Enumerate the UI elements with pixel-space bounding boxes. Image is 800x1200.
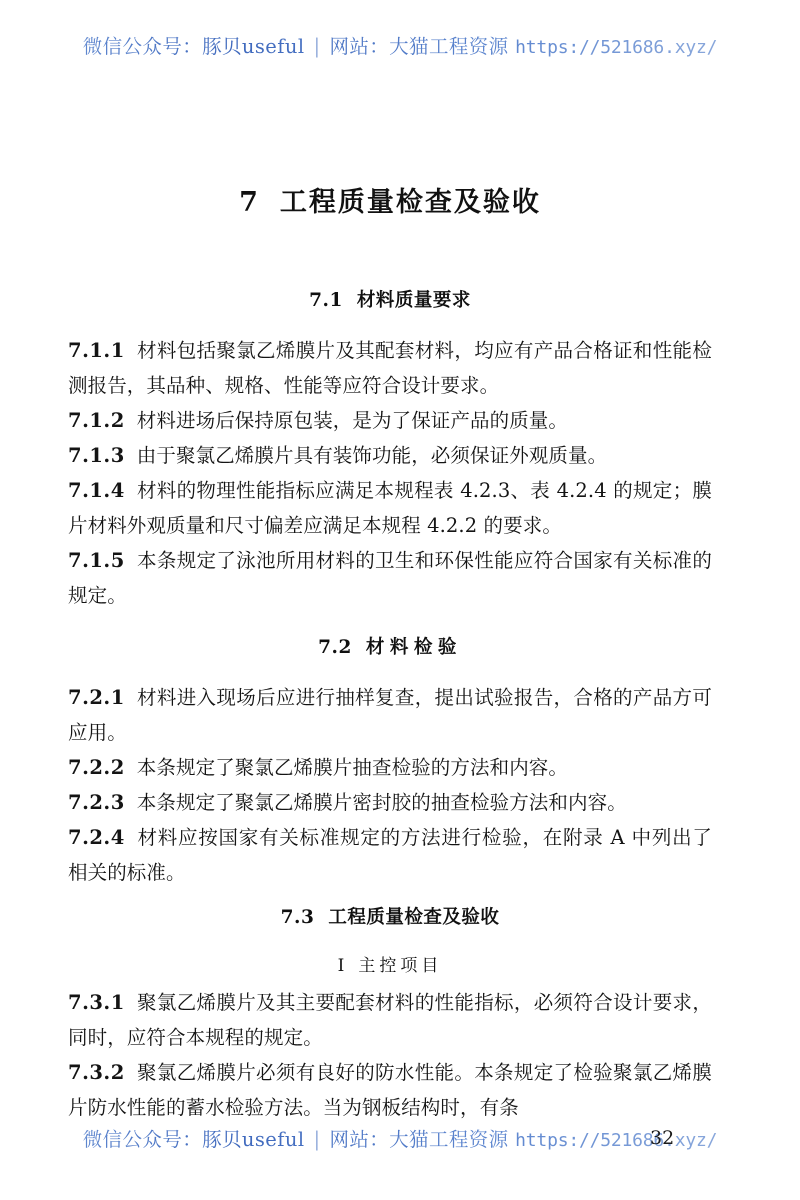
clause-label-7-1-4: 7.1.4 [68, 479, 125, 502]
clause-label-7-1-2: 7.1.2 [68, 409, 125, 432]
clause-7-3-2 [68, 1055, 712, 1125]
clause-text-7-3-1: 聚氯乙烯膜片及其主要配套材料的性能指标，必须符合设计要求，同时，应符合本规程的规定。 [68, 991, 712, 1049]
watermark-footer [0, 1124, 800, 1152]
clause-7-1-5 [68, 543, 712, 613]
chapter-number: 7 [239, 187, 258, 218]
subsection-numeral: Ⅰ [337, 956, 345, 976]
clause-text-7-1-4: 材料的物理性能指标应满足本规程表 4.2.3、表 4.2.4 的规定；膜片材料外观质量和尺寸偏差应满足本规程 4.2.2 的要求。 [68, 479, 712, 537]
clause-label-7-2-4: 7.2.4 [68, 826, 125, 849]
clause-text-7-3-2: 聚氯乙烯膜片必须有良好的防水性能。本条规定了检验聚氯乙烯膜片防水性能的蓄水检验方法。当为钢板结构时，有条 [68, 1061, 712, 1119]
clause-label-7-1-3: 7.1.3 [68, 444, 125, 467]
clause-label-7-2-3: 7.2.3 [68, 791, 125, 814]
clause-7-2-2 [68, 750, 712, 785]
section-title-7-3: 工程质量检查及验收 [328, 907, 500, 928]
clause-text-7-1-3: 由于聚氯乙烯膜片具有装饰功能，必须保证外观质量。 [136, 444, 608, 467]
subsection-title-text: 主控项目 [358, 956, 443, 976]
chapter-heading [68, 168, 712, 219]
clause-label-7-3-2: 7.3.2 [68, 1061, 125, 1084]
page-number: 32 [650, 1127, 675, 1149]
clause-label-7-1-5: 7.1.5 [68, 549, 125, 572]
section-number-7-1: 7.1 [309, 290, 343, 311]
clause-text-7-2-1: 材料进入现场后应进行抽样复查，提出试验报告，合格的产品方可应用。 [68, 686, 712, 744]
section-title-7-1: 材料质量要求 [356, 290, 471, 311]
clause-label-7-3-1: 7.3.1 [68, 991, 125, 1014]
section-number-7-3: 7.3 [280, 907, 315, 928]
clause-label-7-2-1: 7.2.1 [68, 686, 125, 709]
section-title-7-2: 材料检验 [365, 637, 462, 658]
section-number-7-2: 7.2 [318, 637, 352, 658]
clause-7-1-3 [68, 438, 712, 473]
clause-text-7-2-4: 材料应按国家有关标准规定的方法进行检验，在附录 A 中列出了相关的标准。 [68, 826, 712, 884]
clause-text-7-1-1: 材料包括聚氯乙烯膜片及其配套材料，均应有产品合格证和性能检测报告，其品种、规格、性能等应符合设计要求。 [68, 339, 712, 397]
chapter-title-text: 工程质量检查及验收 [279, 187, 541, 218]
watermark-footer-url: https://521686.xyz/ [515, 1130, 718, 1151]
clause-label-7-1-1: 7.1.1 [68, 339, 125, 362]
clause-7-1-2 [68, 403, 712, 438]
section-heading-7-1 [68, 286, 712, 312]
watermark-footer-wechat-label: 微信公众号：豚贝useful [82, 1128, 305, 1151]
clause-7-1-1 [68, 333, 712, 403]
clause-7-3-1 [68, 985, 712, 1055]
clause-7-2-1 [68, 680, 712, 750]
clause-7-2-3 [68, 785, 712, 820]
watermark-separator: | [313, 35, 321, 58]
watermark-footer-site-label: 网站：大猫工程资源 [329, 1128, 509, 1151]
clause-text-7-1-5: 本条规定了泳池所用材料的卫生和环保性能应符合国家有关标准的规定。 [68, 549, 712, 607]
watermark-site-label: 网站：大猫工程资源 [329, 35, 509, 58]
section-heading-7-3 [68, 903, 712, 929]
clause-7-1-4 [68, 473, 712, 543]
watermark-url: https://521686.xyz/ [515, 37, 718, 58]
clause-label-7-2-2: 7.2.2 [68, 756, 125, 779]
clause-text-7-2-3: 本条规定了聚氯乙烯膜片密封胶的抽查检验方法和内容。 [136, 791, 627, 814]
subsection-heading-main-control [68, 951, 712, 976]
watermark-header [0, 31, 800, 59]
clause-text-7-1-2: 材料进场后保持原包装，是为了保证产品的质量。 [136, 409, 568, 432]
section-heading-7-2 [68, 633, 712, 659]
clause-text-7-2-2: 本条规定了聚氯乙烯膜片抽查检验的方法和内容。 [136, 756, 568, 779]
clause-7-2-4 [68, 820, 712, 890]
watermark-wechat-label: 微信公众号：豚贝useful [82, 35, 305, 58]
watermark-footer-separator: | [313, 1128, 321, 1151]
